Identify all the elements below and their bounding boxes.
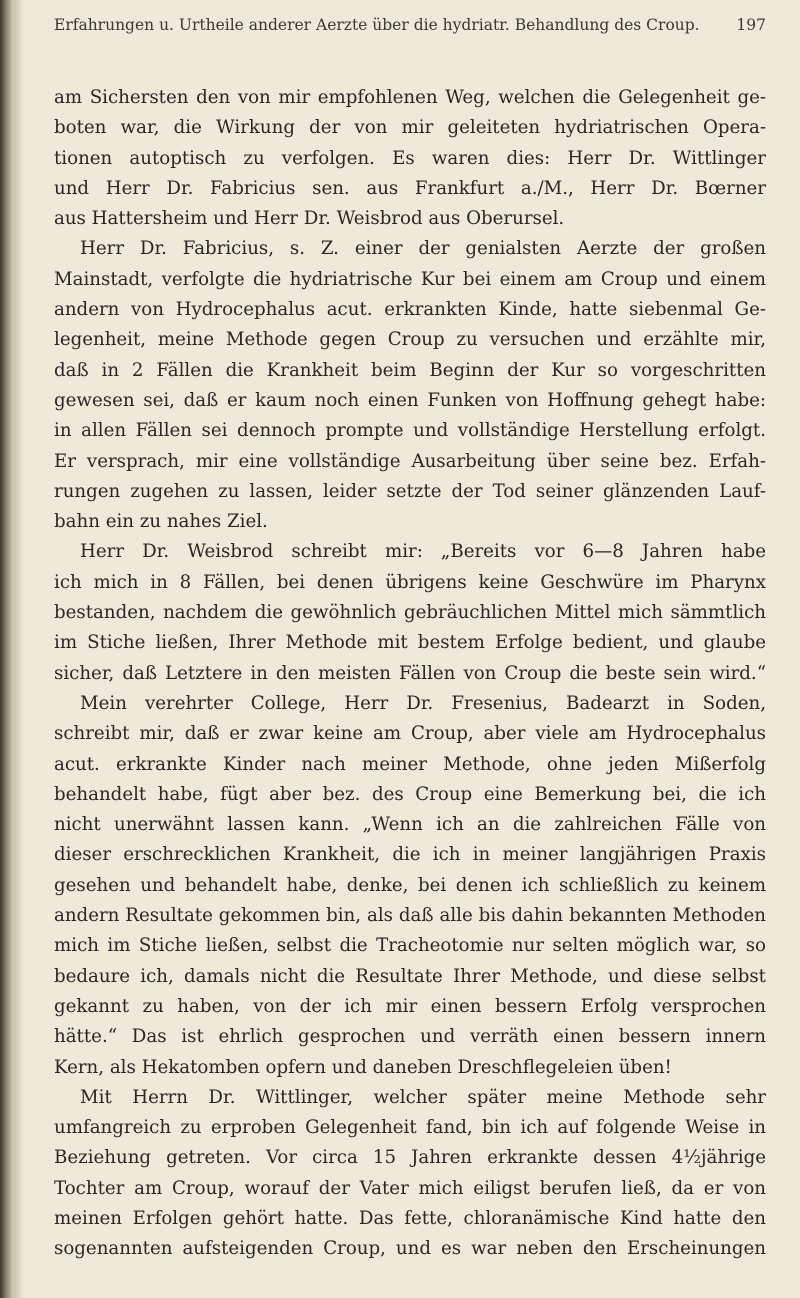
text-line: im Stiche ließen, Ihrer Methode mit bestem Erfolge bedient, und glaube xyxy=(54,632,766,654)
text-line: Beziehung getreten. Vor circa 15 Jahren erkrankte dessen 4½jährige xyxy=(54,1147,766,1169)
text-line: umfangreich zu erproben Gelegenheit fand, bin ich auf folgende Weise in xyxy=(54,1117,766,1139)
running-title: Erfahrungen u. Urtheile anderer Aerzte über die hydriatr. Behandlung des Croup. xyxy=(54,16,700,34)
running-head xyxy=(54,16,766,34)
text-line: andern Resultate gekommen bin, als daß alle bis dahin bekannten Methoden xyxy=(54,905,766,927)
text-line: bestanden, nachdem die gewöhnlich gebräuchlichen Mittel mich sämmtlich xyxy=(54,602,766,624)
text-line: legenheit, meine Methode gegen Croup zu versuchen und erzählte mir, xyxy=(54,329,766,351)
text-line: bedaure ich, damals nicht die Resultate Ihrer Methode, und diese selbst xyxy=(54,965,766,987)
text-line: dieser erschrecklichen Krankheit, die ich in meiner langjährigen Praxis xyxy=(54,844,766,866)
text-line: Tochter am Croup, worauf der Vater mich eiligst berufen ließ, da er von xyxy=(54,1177,766,1199)
text-line: Herr Dr. Fabricius, s. Z. einer der genialsten Aerzte der großen xyxy=(80,238,766,260)
text-line: ich mich in 8 Fällen, bei denen übrigens keine Geschwüre im Pharynx xyxy=(54,571,766,593)
text-line: hätte.“ Das ist ehrlich gesprochen und verräth einen bessern innern xyxy=(54,1026,766,1048)
text-line: schreibt mir, daß er zwar keine am Croup, aber viele am Hydrocephalus xyxy=(54,723,766,745)
text-line: sicher, daß Letztere in den meisten Fällen von Croup die beste sein wird.“ xyxy=(54,662,766,684)
text-line: und Herr Dr. Fabricius sen. aus Frankfurt a./M., Herr Dr. Bœrner xyxy=(54,177,766,199)
text-line: aus Hattersheim und Herr Dr. Weisbrod aus Oberursel. xyxy=(54,208,565,230)
page-body xyxy=(54,40,766,1265)
text-line: acut. erkrankte Kinder nach meiner Methode, ohne jeden Mißerfolg xyxy=(54,753,766,775)
text-line: gekannt zu haben, von der ich mir einen bessern Erfolg versprochen xyxy=(54,995,766,1017)
text-line: Mit Herrn Dr. Wittlinger, welcher später meine Methode sehr xyxy=(80,1086,766,1108)
text-line: mich im Stiche ließen, selbst die Tracheotomie nur selten möglich war, so xyxy=(54,935,766,957)
text-line: rungen zugehen zu lassen, leider setzte der Tod seiner glänzenden Lauf- xyxy=(54,480,766,502)
text-line: tionen autoptisch zu verfolgen. Es waren dies: Herr Dr. Wittlinger xyxy=(54,147,766,169)
book-binding-edge xyxy=(0,0,14,1298)
text-line: daß in 2 Fällen die Krankheit beim Beginn der Kur so vorgeschritten xyxy=(54,359,766,381)
text-line: Kern, als Hekatomben opfern und daneben Dreschflegeleien üben! xyxy=(54,1056,672,1078)
text-line: in allen Fällen sei dennoch prompte und vollständige Herstellung erfolgt. xyxy=(54,420,766,442)
text-line: andern von Hydrocephalus acut. erkrankten Kinde, hatte siebenmal Ge- xyxy=(54,299,766,321)
text-line: nicht unerwähnt lassen kann. „Wenn ich an die zahlreichen Fälle von xyxy=(54,814,766,836)
text-line: gesehen und behandelt habe, denke, bei denen ich schließlich zu keinem xyxy=(54,874,766,896)
page-number: 197 xyxy=(736,16,766,34)
text-line: Herr Dr. Weisbrod schreibt mir: „Bereits vor 6—8 Jahren habe xyxy=(80,541,766,563)
gutter-shadow xyxy=(14,0,24,1298)
text-line: Mein verehrter College, Herr Dr. Fresenius, Badearzt in Soden, xyxy=(80,692,766,714)
text-line: boten war, die Wirkung der von mir geleiteten hydriatrischen Opera- xyxy=(54,117,766,139)
text-line: meinen Erfolgen gehört hatte. Das fette, chloranämische Kind hatte den xyxy=(54,1207,766,1229)
text-line: behandelt habe, fügt aber bez. des Croup eine Bemerkung bei, die ich xyxy=(54,783,766,805)
text-line: gewesen sei, daß er kaum noch einen Funken von Hoffnung gehegt habe: xyxy=(54,389,766,411)
text-line: Er versprach, mir eine vollständige Ausarbeitung über seine bez. Erfah- xyxy=(54,450,766,472)
text-line: Mainstadt, verfolgte die hydriatrische Kur bei einem am Croup und einem xyxy=(54,268,766,290)
text-line: am Sichersten den von mir empfohlenen Weg, welchen die Gelegenheit ge- xyxy=(54,87,766,108)
text-line: bahn ein zu nahes Ziel. xyxy=(54,511,268,533)
text-line: sogenannten aufsteigenden Croup, und es war neben den Erscheinungen xyxy=(54,1238,766,1260)
